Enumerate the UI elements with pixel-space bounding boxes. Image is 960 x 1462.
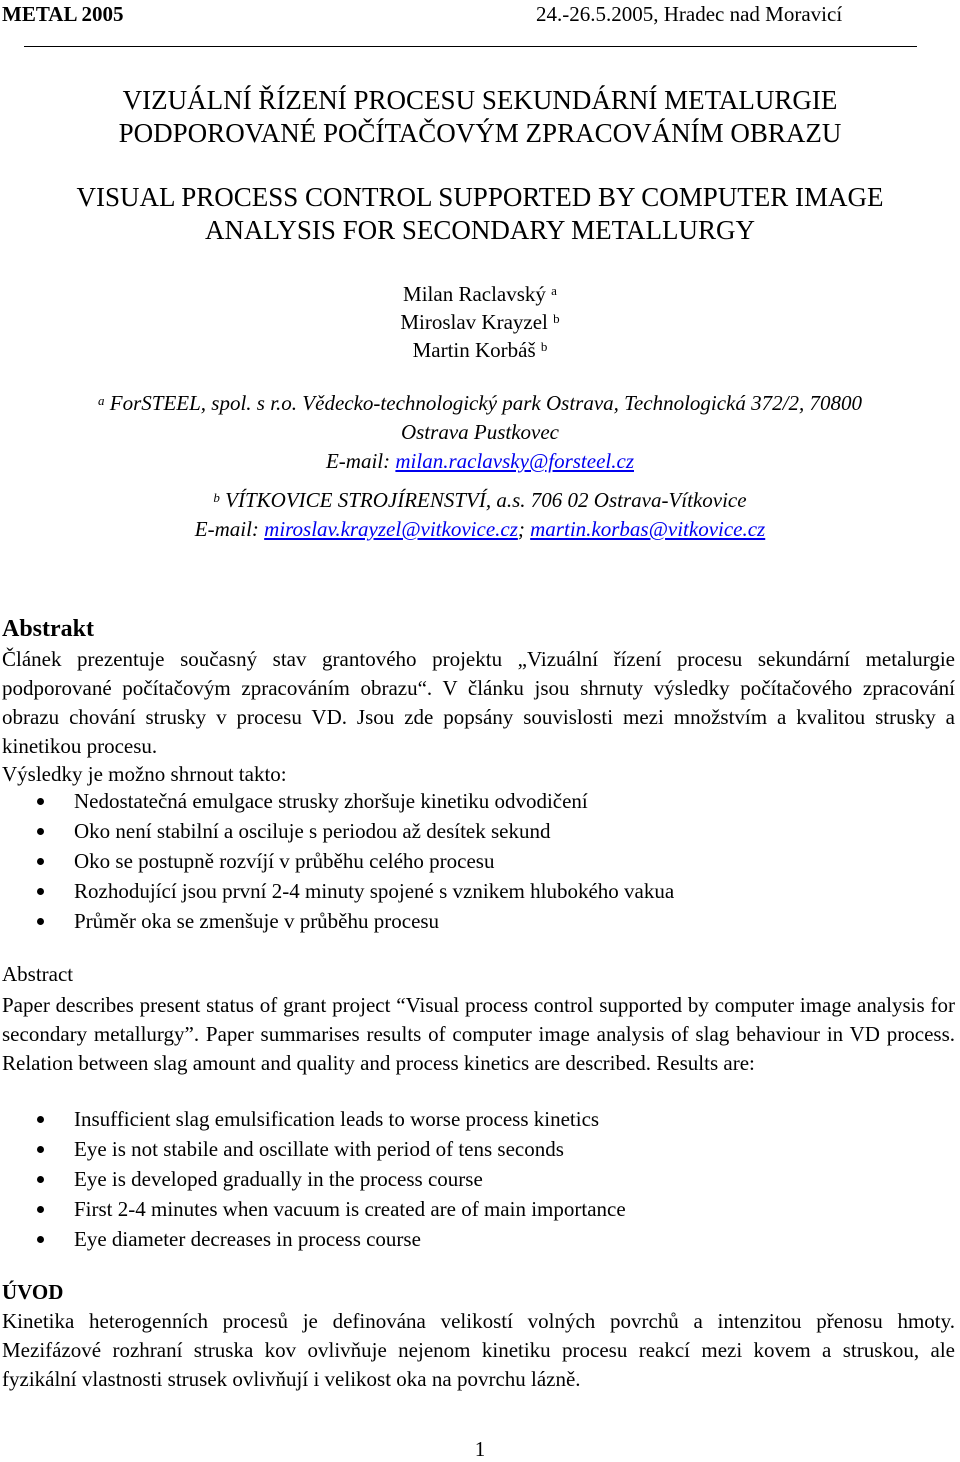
list-item: Průměr oka se zmenšuje v průběhu procesu: [0, 906, 674, 936]
abstract-results-list: [0, 1104, 626, 1254]
author: Milan Raclavský $^a$: [403, 282, 557, 306]
abstrakt-text: Článek prezentuje současný stav grantového projektu „Vizuální řízení procesu sekundární metalurgie podporované počítačovým zpracováním obrazu“. V článku jsou shrnuty výsledky počítačového zpracování obrazu chování strusky v procesu VD. Jsou zde popsány souvislosti mezi množstvím a kvalitou strusky a kinetikou procesu.: [2, 647, 955, 758]
bullet-icon: [37, 858, 44, 865]
title-czech: [0, 84, 960, 150]
header-divider: [24, 46, 917, 47]
title-english: [0, 181, 960, 247]
affiliation-b-address: VÍTKOVICE STROJÍRENSTVÍ, a.s. 706 02 Ostrava-Vítkovice: [225, 488, 747, 512]
list-item: Eye is not stabile and oscillate with period of tens seconds: [0, 1134, 626, 1164]
author: Miroslav Krayzel $^b$: [400, 310, 560, 334]
abstract-heading: Abstract: [2, 962, 74, 986]
bullet-icon: [37, 828, 44, 835]
list-item: Eye is developed gradually in the process course: [0, 1164, 626, 1194]
abstract-text: Paper describes present status of grant project “Visual process control supported by computer image analysis for secondary metallurgy”. Paper summarises results of computer image analysis of slag behaviour in VD process. Relation between slag amount and quality and process kinetics are described. Results are:: [2, 993, 955, 1075]
bullet-icon: [37, 1176, 44, 1183]
abstrakt-heading: Abstrakt: [2, 616, 95, 642]
bullet-icon: [37, 1206, 44, 1213]
page-header: [0, 2, 960, 30]
author: Martin Korbáš $^b$: [412, 338, 548, 362]
title-czech-line: VIZUÁLNÍ ŘÍZENÍ PROCESU SEKUNDÁRNÍ METALURGIE: [122, 85, 838, 115]
title-english-line: ANALYSIS FOR SECONDARY METALLURGY: [205, 215, 755, 245]
conference-date-place: 24.-26.5.2005, Hradec nad Moravicí: [536, 2, 843, 26]
conference-name: METAL 2005: [2, 2, 124, 26]
affiliation-a-address: ForSTEEL, spol. s r.o. Vědecko-technologický park Ostrava, Technologická 372/2, 70800: [109, 391, 862, 415]
email-link[interactable]: milan.raclavsky@forsteel.cz: [395, 449, 634, 473]
list-item: First 2-4 minutes when vacuum is created are of main importance: [0, 1194, 626, 1224]
affiliation-a-city: Ostrava Pustkovec: [400, 420, 560, 444]
title-english-line: VISUAL PROCESS CONTROL SUPPORTED BY COMPUTER IMAGE: [76, 182, 884, 212]
list-item: Eye diameter decreases in process course: [0, 1224, 626, 1254]
list-item: Insufficient slag emulsification leads to worse process kinetics: [0, 1104, 626, 1134]
bullet-icon: [37, 1236, 44, 1243]
author-list: [0, 280, 960, 364]
bullet-icon: [37, 798, 44, 805]
title-czech-line: PODPOROVANÉ POČÍTAČOVÝM ZPRACOVÁNÍM OBRAZU: [118, 118, 842, 148]
abstrakt-lead: Výsledky je možno shrnout takto:: [2, 762, 287, 786]
list-item: Oko není stabilní a osciluje s periodou až desítek sekund: [0, 816, 674, 846]
affiliation-b: $^b$ VÍTKOVICE STROJÍRENSTVÍ, a.s. 706 02 Ostrava-Vítkovice E-mail: miroslav.krayzel@vitkovice.cz; martin.korbas@vitkovice.cz: [194, 488, 766, 541]
bullet-icon: [37, 888, 44, 895]
list-item: Oko se postupně rozvíjí v průběhu celého procesu: [0, 846, 674, 876]
abstrakt-results-list: [0, 786, 674, 936]
list-item: Rozhodující jsou první 2-4 minuty spojené s vznikem hlubokého vakua: [0, 876, 674, 906]
bullet-icon: [37, 918, 44, 925]
affiliation-a: $^a$ ForSTEEL, spol. s r.o. Vědecko-technologický park Ostrava, Technologická 372/2, 70800 Ostrava Pustkovec E-mail: milan.raclavsky@forsteel.cz: [0, 389, 960, 476]
list-item: Nedostatečná emulgace strusky zhoršuje kinetiku odvodičení: [0, 786, 674, 816]
bullet-icon: [37, 1146, 44, 1153]
page-number: 1: [474, 1437, 486, 1461]
email-link[interactable]: miroslav.krayzel@vitkovice.cz: [264, 517, 518, 541]
email-link[interactable]: martin.korbas@vitkovice.cz: [530, 517, 766, 541]
uvod-heading: ÚVOD: [2, 1280, 64, 1304]
bullet-icon: [37, 1116, 44, 1123]
uvod-text: Kinetika heterogenních procesů je definována velikostí volných povrchů a intenzitou přenosu hmoty. Mezifázové rozhraní struska kov ovlivňuje nejenom kinetiku procesu reakcí mezi kovem a struskou, ale fyzikální vlastnosti strusek ovlivňují i velikost oka na povrchu lázně.: [2, 1309, 955, 1391]
